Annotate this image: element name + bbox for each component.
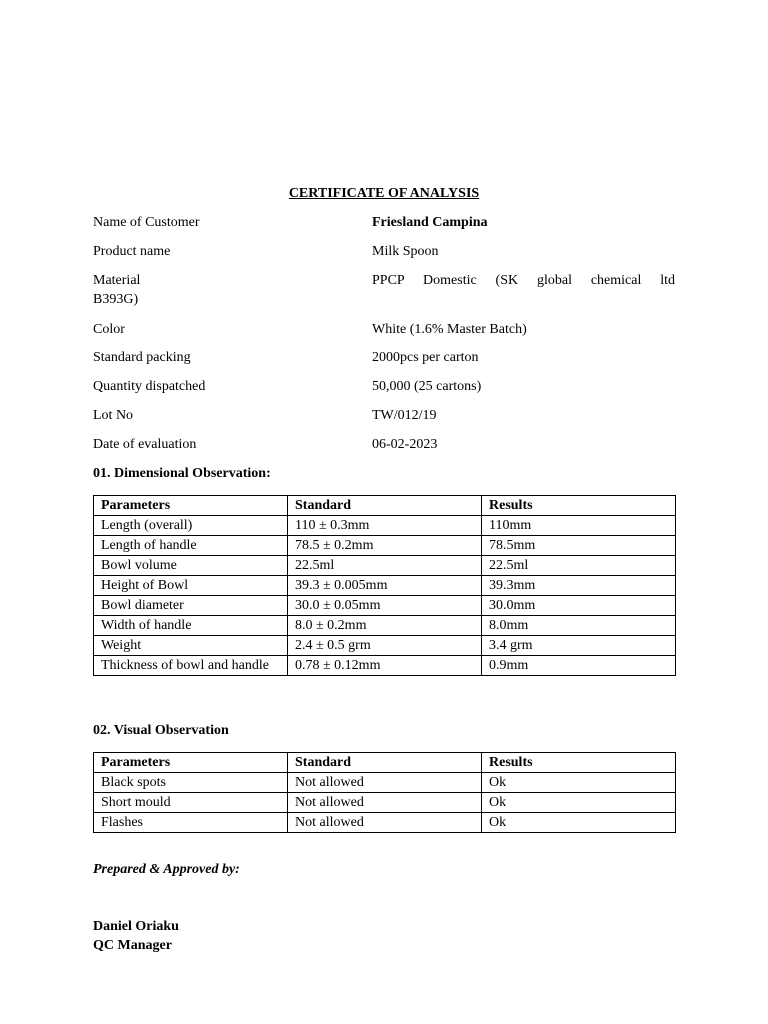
table-cell: Ok [482,813,676,833]
table-cell: Not allowed [288,813,482,833]
table-cell: 0.78 ± 0.12mm [288,656,482,676]
info-value: 2000pcs per carton [372,350,479,365]
column-header: Standard [288,496,482,516]
column-header: Results [482,753,676,773]
table-cell: Length (overall) [94,516,288,536]
table-row [94,536,676,556]
table-cell: Bowl diameter [94,596,288,616]
table-header-row [94,496,676,516]
info-label: Lot No [93,408,134,423]
table-cell: 22.5ml [288,556,482,576]
table-cell: 110 ± 0.3mm [288,516,482,536]
table-cell: 110mm [482,516,676,536]
table-cell: Length of handle [94,536,288,556]
table-cell: Not allowed [288,773,482,793]
table-cell: 3.4 grm [482,636,676,656]
table-cell: Bowl volume [94,556,288,576]
info-value: 50,000 (25 cartons) [372,379,482,394]
info-label: Product name [93,244,171,259]
info-value-continuation: B393G) [93,292,139,307]
table-row [94,596,676,616]
table-row [94,576,676,596]
table-cell: 2.4 ± 0.5 grm [288,636,482,656]
info-label: Color [93,322,125,337]
visual-section-title: 02. Visual Observation [93,723,229,738]
info-value: PPCP Domestic (SK global chemical ltd [372,273,675,288]
table-row [94,636,676,656]
column-header: Results [482,496,676,516]
table-cell: Flashes [94,813,288,833]
signatory-name: Daniel Oriaku [93,919,179,934]
table-row [94,813,676,833]
table-cell: 8.0 ± 0.2mm [288,616,482,636]
table-row [94,793,676,813]
table-row [94,773,676,793]
visual-table [93,752,676,833]
table-cell: Black spots [94,773,288,793]
document-title: CERTIFICATE OF ANALYSIS [288,186,480,201]
table-cell: 22.5ml [482,556,676,576]
table-cell: 78.5 ± 0.2mm [288,536,482,556]
info-label: Standard packing [93,350,191,365]
column-header: Standard [288,753,482,773]
table-row [94,616,676,636]
table-cell: 39.3 ± 0.005mm [288,576,482,596]
dimensional-table [93,495,676,676]
table-cell: 30.0 ± 0.05mm [288,596,482,616]
info-value: Friesland Campina [372,215,488,230]
table-cell: Ok [482,773,676,793]
info-value: Milk Spoon [372,244,439,259]
info-label: Quantity dispatched [93,379,206,394]
column-header: Parameters [94,496,288,516]
table-cell: Short mould [94,793,288,813]
table-header-row [94,753,676,773]
table-cell: Height of Bowl [94,576,288,596]
info-label: Name of Customer [93,215,200,230]
table-cell: Ok [482,793,676,813]
table-cell: Thickness of bowl and handle [94,656,288,676]
table-row [94,516,676,536]
info-value: TW/012/19 [372,408,437,423]
table-cell: Not allowed [288,793,482,813]
table-row [94,556,676,576]
table-row [94,656,676,676]
table-cell: Width of handle [94,616,288,636]
info-value: 06-02-2023 [372,437,438,452]
info-value: White (1.6% Master Batch) [372,322,527,337]
table-cell: 0.9mm [482,656,676,676]
signatory-role: QC Manager [93,938,172,953]
info-label: Date of evaluation [93,437,197,452]
table-cell: Weight [94,636,288,656]
table-cell: 39.3mm [482,576,676,596]
info-label: Material [93,273,141,288]
dimensional-section-title: 01. Dimensional Observation: [93,466,271,481]
column-header: Parameters [94,753,288,773]
prepared-approved-label: Prepared & Approved by: [93,862,240,877]
table-cell: 8.0mm [482,616,676,636]
table-cell: 78.5mm [482,536,676,556]
table-cell: 30.0mm [482,596,676,616]
